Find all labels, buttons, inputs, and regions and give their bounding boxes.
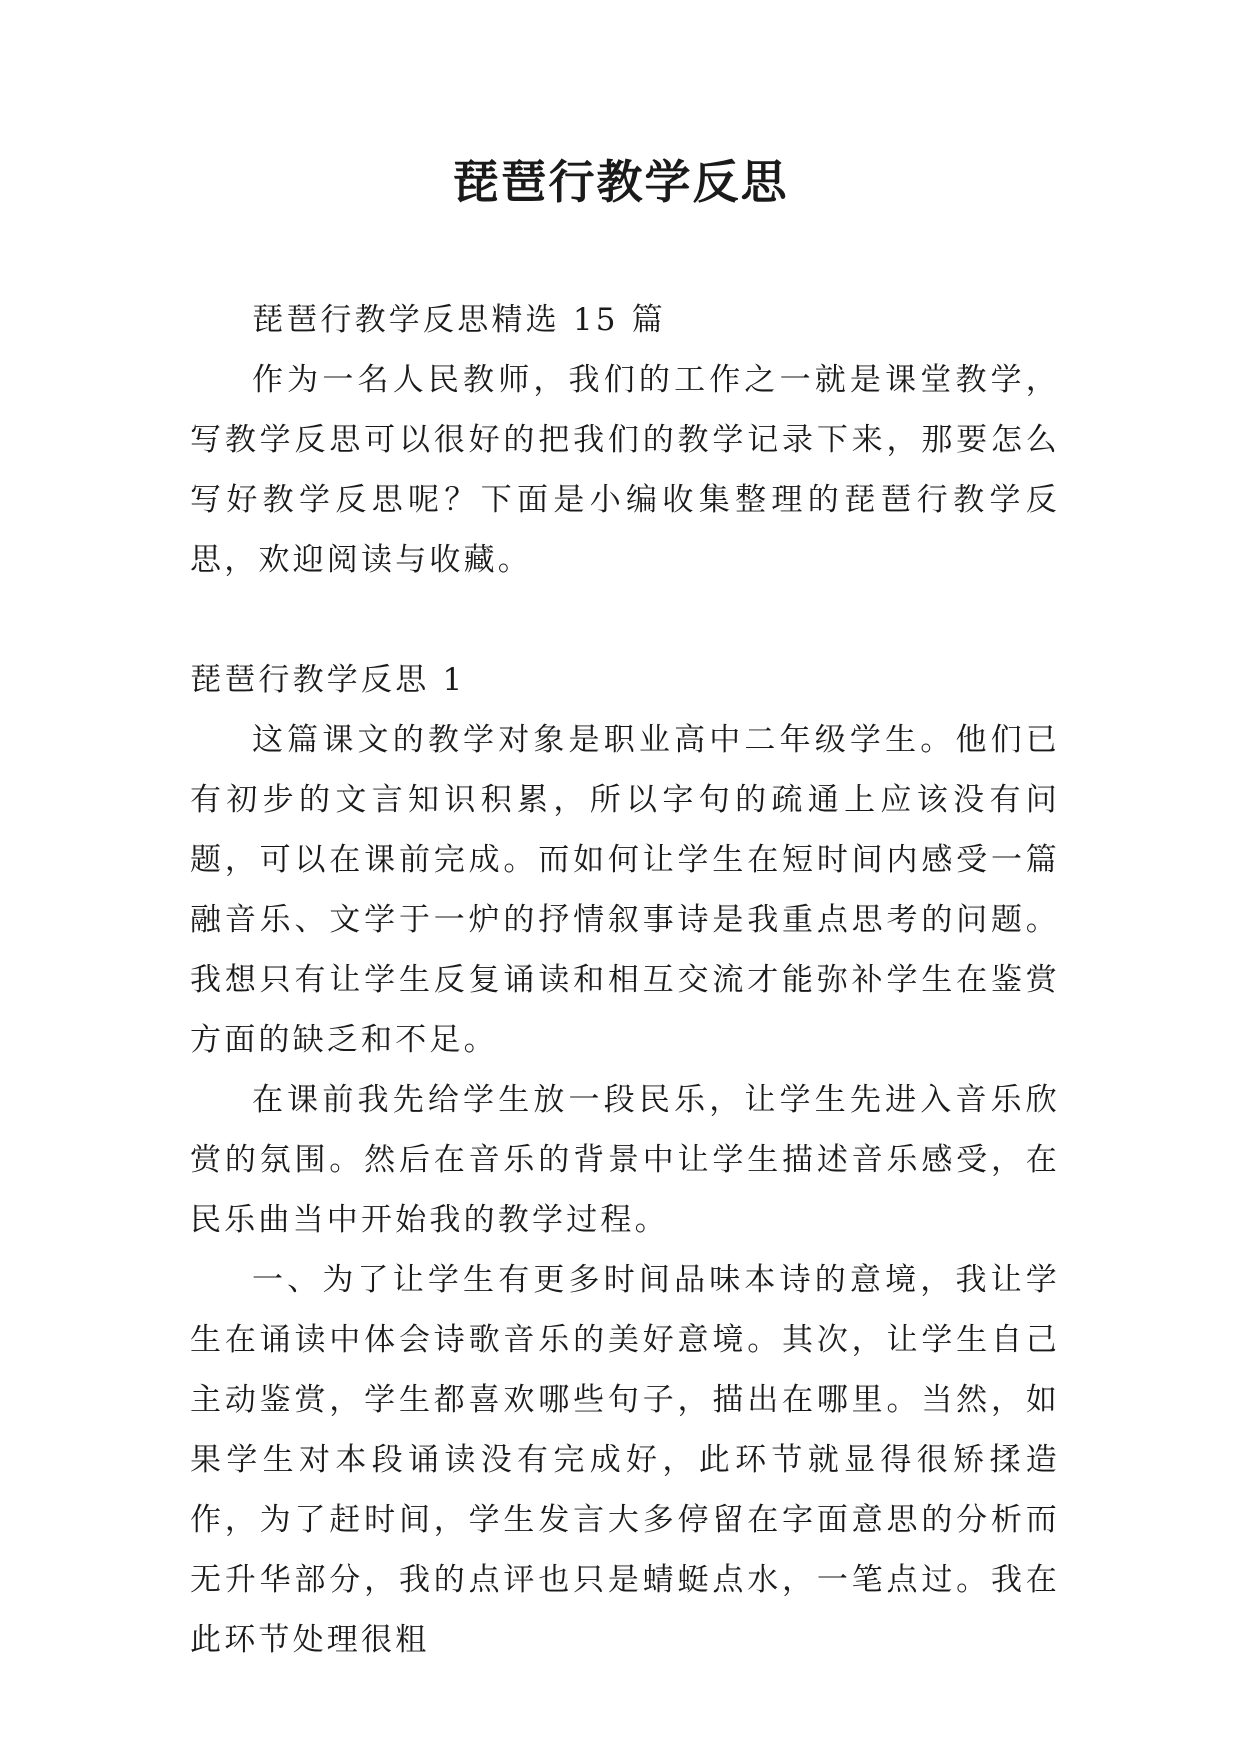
body-paragraph: 在课前我先给学生放一段民乐，让学生先进入音乐欣赏的氛围。然后在音乐的背景中让学生描述音乐感受，在民乐曲当中开始我的教学过程。 (190, 1082, 1060, 1238)
document-subtitle: 琵琶行教学反思精选 15 篇 (252, 302, 666, 338)
body-paragraph: 这篇课文的教学对象是职业高中二年级学生。他们已有初步的文言知识积累，所以字句的疏通上应该没有问题，可以在课前完成。而如何让学生在短时间内感受一篇融音乐、文学于一炉的抒情叙事诗是我重点思考的问题。我想只有让学生反复诵读和相互交流才能弥补学生在鉴赏方面的缺乏和不足。 (190, 722, 1060, 1058)
intro-paragraph: 作为一名人民教师，我们的工作之一就是课堂教学，写教学反思可以很好的把我们的教学记录下来，那要怎么写好教学反思呢？下面是小编收集整理的琵琶行教学反思，欢迎阅读与收藏。 (190, 362, 1060, 578)
page-title: 琵琶行教学反思 (452, 155, 789, 209)
section-heading: 琵琶行教学反思 1 (190, 662, 466, 698)
body-paragraph: 一、为了让学生有更多时间品味本诗的意境，我让学生在诵读中体会诗歌音乐的美好意境。其次，让学生自己主动鉴赏，学生都喜欢哪些句子，描出在哪里。当然，如果学生对本段诵读没有完成好，此环节就显得很矫揉造作，为了赶时间，学生发言大多停留在字面意思的分析而无升华部分，我的点评也只是蜻蜓点水，一笔点过。我在此环节处理很粗 (190, 1262, 1060, 1658)
document-body (190, 290, 1060, 1670)
